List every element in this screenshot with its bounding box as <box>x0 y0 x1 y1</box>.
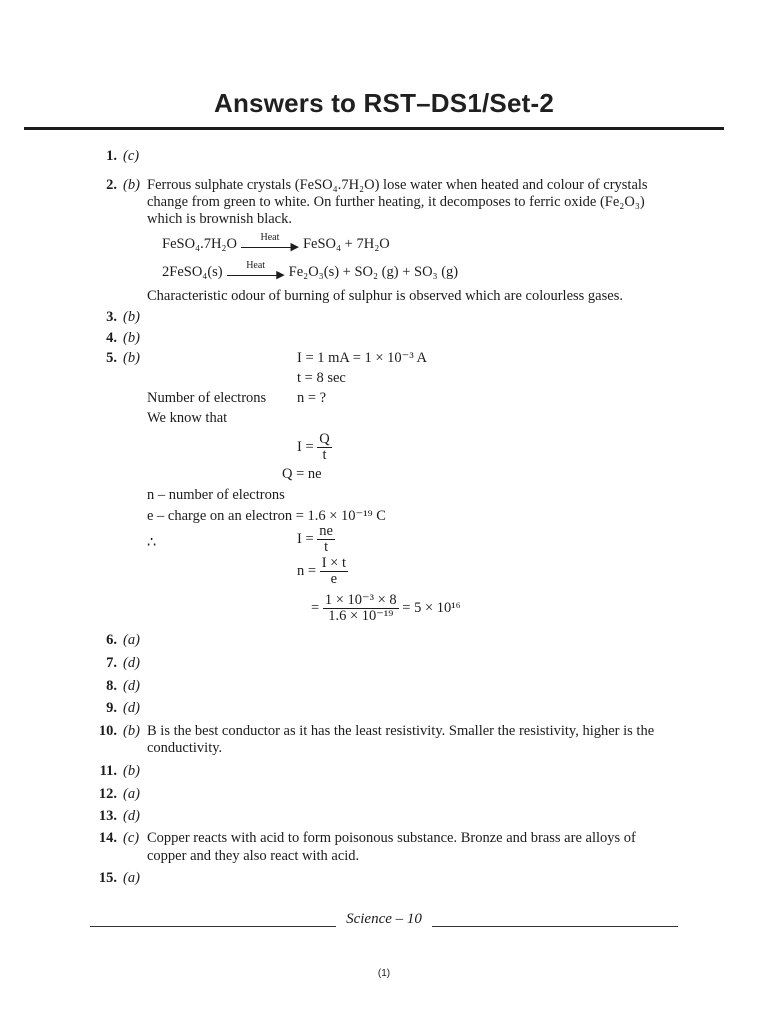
answer-option <box>123 808 140 825</box>
answer-option <box>123 870 140 887</box>
equation-product: FeSO₄ + 7H₂O <box>302 236 390 252</box>
fraction-denominator: t <box>324 539 329 555</box>
answer-number: 11. <box>99 763 117 779</box>
answer-number: 15. <box>98 870 117 886</box>
fraction-denominator: 1.6 × 10⁻¹⁹ <box>328 608 394 624</box>
n-formula <box>297 556 348 587</box>
fraction <box>320 556 348 587</box>
option-letter: (a) <box>123 786 140 802</box>
reaction-arrow <box>227 259 285 281</box>
title-divider <box>24 127 724 130</box>
answer-number: 2. <box>106 177 117 193</box>
chemical-equation-2 <box>162 259 459 281</box>
current-formula <box>297 432 332 463</box>
footer-subject: Science – 10 <box>346 911 422 927</box>
arrow-label: Heat <box>246 259 266 271</box>
page-title: Answers to RST–DS1/Set-2 <box>213 88 554 118</box>
formula-lhs: n = <box>297 562 317 579</box>
option-letter: (b) <box>123 723 140 739</box>
given-time: t = 8 sec <box>297 370 346 386</box>
arrow-head-icon: ▶ <box>276 268 285 281</box>
chemical-equation-1 <box>162 231 390 253</box>
n-calculation <box>311 593 461 624</box>
answer-option <box>123 632 140 649</box>
electrons-equation: n = ? <box>297 390 327 406</box>
fraction <box>317 432 331 463</box>
therefore-symbol: ∴ <box>147 535 157 551</box>
explanation-line: B is the best conductor as it has the least resistivity. Smaller the resistivity, higher is the <box>147 723 655 739</box>
option-letter: (a) <box>123 870 140 886</box>
answer-number: 10. <box>98 723 117 739</box>
calculation-result: = 5 × 10¹⁶ <box>402 599 461 616</box>
explanation-line: Characteristic odour of burning of sulphur is observed which are colourless gases. <box>147 288 623 304</box>
charge-formula: Q = ne <box>282 466 322 482</box>
option-letter: (d) <box>123 808 140 824</box>
we-know-text: We know that <box>147 410 228 426</box>
electrons-label: Number of electrons <box>147 390 267 406</box>
answer-option <box>123 763 140 780</box>
reaction-arrow <box>241 231 299 253</box>
answer-option <box>123 148 139 165</box>
answer-option <box>123 700 140 717</box>
option-letter: (d) <box>123 655 140 671</box>
answer-option <box>123 786 140 803</box>
option-letter: (b) <box>123 330 140 346</box>
answer-option <box>123 723 140 740</box>
answer-option <box>123 655 140 672</box>
given-current: I = 1 mA = 1 × 10⁻³ A <box>297 350 427 366</box>
footer-divider-right <box>432 926 678 927</box>
answer-number: 3. <box>106 309 117 325</box>
option-letter: (b) <box>123 309 140 325</box>
answer-number: 9. <box>106 700 117 716</box>
fraction-numerator: 1 × 10⁻³ × 8 <box>324 592 397 608</box>
answer-option <box>123 330 140 347</box>
answer-number: 13. <box>98 808 117 824</box>
fraction <box>323 593 399 624</box>
fraction-denominator: t <box>322 447 327 463</box>
fraction-denominator: e <box>330 571 338 587</box>
current-formula-2 <box>297 524 335 555</box>
answer-number: 6. <box>106 632 117 648</box>
equals-sign: = <box>311 599 320 616</box>
explanation-line: Copper reacts with acid to form poisonous substance. Bronze and brass are alloys of <box>147 830 636 846</box>
fraction-numerator: Q <box>319 431 330 447</box>
fraction <box>317 524 335 555</box>
option-letter: (d) <box>123 678 140 694</box>
option-letter: (b) <box>123 763 140 779</box>
explanation-line: Ferrous sulphate crystals (FeSO₄.7H₂O) lose water when heated and colour of crystals <box>147 177 648 193</box>
option-letter: (b) <box>123 177 140 193</box>
answer-option <box>123 350 140 367</box>
explanation-line: which is brownish black. <box>147 211 292 227</box>
equation-reactant: FeSO₄.7H₂O <box>162 236 237 252</box>
option-letter: (d) <box>123 700 140 716</box>
e-definition: e – charge on an electron = 1.6 × 10⁻¹⁹ C <box>147 508 386 524</box>
option-letter: (c) <box>123 830 140 846</box>
answer-number: 1. <box>106 148 117 164</box>
answer-option <box>123 678 140 695</box>
option-letter: (b) <box>123 350 140 366</box>
page-number: (1) <box>377 968 391 979</box>
option-letter: (c) <box>123 148 140 164</box>
footer-divider-left <box>90 926 336 927</box>
arrow-head-icon: ▶ <box>290 240 299 253</box>
formula-lhs: I = <box>297 530 314 547</box>
option-letter: (a) <box>123 632 140 648</box>
answer-number: 14. <box>98 830 117 846</box>
answer-number: 8. <box>106 678 117 694</box>
answer-option <box>123 830 139 847</box>
answer-number: 5. <box>106 350 117 366</box>
equation-reactant: 2FeSO₄(s) <box>162 264 223 280</box>
answer-number: 7. <box>106 655 117 671</box>
answer-number: 12. <box>98 786 117 802</box>
fraction-numerator: ne <box>319 523 333 539</box>
explanation-line: conductivity. <box>147 740 223 756</box>
arrow-label: Heat <box>260 231 280 243</box>
formula-lhs: I = <box>297 438 314 455</box>
answer-number: 4. <box>106 330 117 346</box>
answer-option <box>123 309 140 326</box>
fraction-numerator: I × t <box>321 555 346 571</box>
answer-option <box>123 177 140 194</box>
n-definition: n – number of electrons <box>147 487 285 503</box>
explanation-line: change from green to white. On further heating, it decomposes to ferric oxide (Fe₂O₃) <box>147 194 645 210</box>
explanation-line: copper and they also react with acid. <box>147 848 360 864</box>
equation-product: Fe₂O₃(s) + SO₂ (g) + SO₃ (g) <box>288 264 459 280</box>
